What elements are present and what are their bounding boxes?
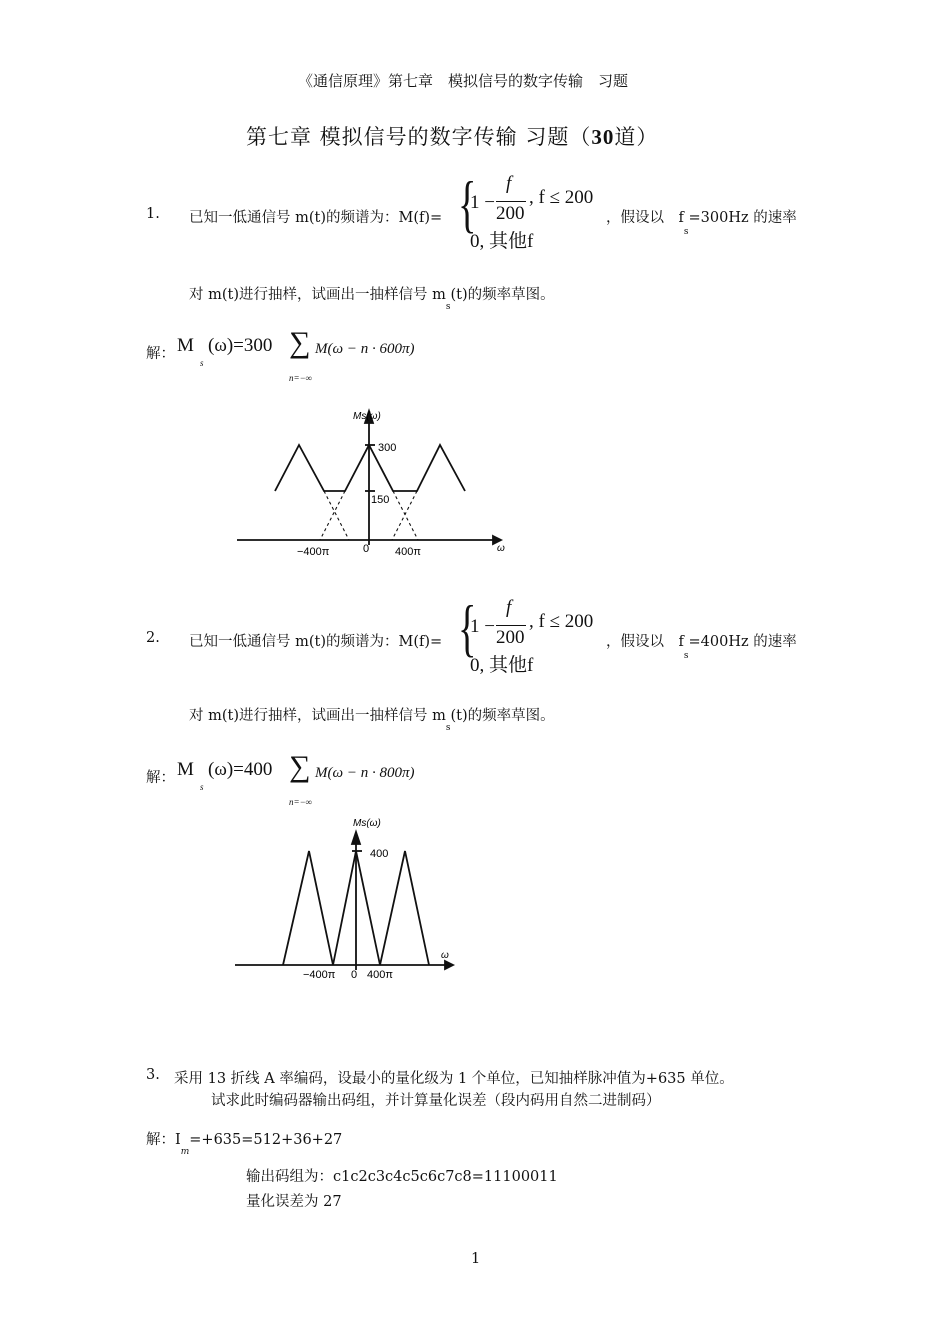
q1-solution-limit: n=−∞ <box>289 373 313 383</box>
q2-tail-sub: s <box>683 651 689 661</box>
q2-spectrum-graph <box>233 808 458 988</box>
q2-graph-peak: 400 <box>370 848 389 860</box>
q2-tick-neg: −400π <box>303 969 336 981</box>
q1-overlap-left-a <box>324 491 349 540</box>
title-main: 第七章 模拟信号的数字传输 习题（ <box>246 125 592 149</box>
q1-spectrum-graph <box>235 395 505 565</box>
q2-brace: { <box>458 592 477 663</box>
q3-line1: 采用 13 折线 A 率编码，设最小的量化级为 1 个单位，已知抽样脉冲值为+635 单位。 <box>174 1071 734 1087</box>
q1-line2-sub: s <box>445 302 451 312</box>
q2-tail-a: ，假设以 f <box>606 634 684 650</box>
q2-case1-pre: 1 − <box>470 616 495 637</box>
q1-line2-b: (t)的频率草图。 <box>450 287 555 303</box>
q2-tick-pos: 400π <box>367 969 393 981</box>
q2-line2-sub: s <box>445 723 451 733</box>
q2-line2-b: (t)的频率草图。 <box>450 708 555 724</box>
q2-tail <box>606 630 797 661</box>
q1-case1-cond: , f ≤ 200 <box>529 187 594 208</box>
q1-tick-pos: 400π <box>395 546 421 558</box>
q2-case1-cond: , f ≤ 200 <box>529 611 594 632</box>
q1-tail-a: ，假设以 f <box>606 210 684 226</box>
q3-solution-eq: =+635=512+36+27 <box>189 1132 343 1148</box>
q3-solution-label: 解：I <box>146 1132 181 1148</box>
q1-fraction-bar <box>496 201 526 202</box>
q1-tail-b: =300Hz 的速率 <box>688 210 797 226</box>
q2-number: 2. <box>146 630 160 646</box>
q2-solution-term: M(ω − n · 800π) <box>315 765 415 781</box>
q1-graph-mid: 150 <box>371 494 390 506</box>
page-header: 《通信原理》第七章 模拟信号的数字传输 习题 <box>298 72 629 90</box>
q3-output-code: 输出码组为：c1c2c3c4c5c6c7c8=11100011 <box>246 1169 558 1185</box>
q1-line2-a: 对 m(t)进行抽样，试画出一抽样信号 m <box>189 287 446 303</box>
q2-graph-ylabel: Ms(ω) <box>353 818 381 829</box>
q2-graph-xlabel: ω <box>441 950 449 961</box>
q1-brace: { <box>458 168 477 239</box>
q1-solution-sub: s <box>200 358 204 368</box>
q2-solution-label: 解： <box>146 770 175 786</box>
q3-quantization-error: 量化误差为 27 <box>246 1194 342 1210</box>
q2-solution-M: M <box>177 759 194 780</box>
q2-case1-den: 200 <box>496 627 525 648</box>
q3-solution <box>146 1128 343 1157</box>
q2-case1-num: f <box>506 597 512 618</box>
q1-number: 1. <box>146 206 160 222</box>
q1-lead: 已知一低通信号 m(t)的频谱为：M(f)= <box>189 210 443 226</box>
q2-x-arrow <box>445 961 453 969</box>
q2-tick-zero: 0 <box>351 969 358 981</box>
q3-solution-sub: m <box>180 1147 190 1157</box>
q1-overlap-left-b <box>320 491 345 540</box>
q2-solution-limit: n=−∞ <box>289 797 313 807</box>
q2-fraction-bar <box>496 625 526 626</box>
q2-tail-b: =400Hz 的速率 <box>688 634 797 650</box>
q1-solution-sigma: ∑ <box>289 326 311 359</box>
q1-tail <box>606 206 797 237</box>
q1-solution-eq: (ω)=300 <box>208 335 273 356</box>
q2-solution-sub: s <box>200 782 204 792</box>
q2-y-arrow <box>352 832 360 844</box>
q1-case2: 0, 其他f <box>470 231 534 252</box>
q2-lead: 已知一低通信号 m(t)的频谱为：M(f)= <box>189 634 443 650</box>
q1-graph-peak: 300 <box>378 442 397 454</box>
q1-graph-ylabel: Ms(ω) <box>353 411 381 422</box>
q1-line2 <box>189 283 555 312</box>
q1-overlap-right-b <box>392 491 417 540</box>
q1-solution-term: M(ω − n · 600π) <box>315 341 415 357</box>
title-suffix: 道） <box>614 125 659 149</box>
page-number: 1 <box>471 1251 481 1267</box>
title-count: 30 <box>591 125 615 149</box>
q2-solution-eq: (ω)=400 <box>208 759 273 780</box>
page-title <box>246 121 658 151</box>
q1-tick-zero: 0 <box>363 543 370 555</box>
q1-case1-pre: 1 − <box>470 192 495 213</box>
q1-overlap-right-a <box>393 491 418 540</box>
q2-line2-a: 对 m(t)进行抽样，试画出一抽样信号 m <box>189 708 446 724</box>
q1-solution-label: 解： <box>146 346 175 362</box>
q2-solution-sigma: ∑ <box>289 750 311 783</box>
q2-line2 <box>189 704 555 733</box>
q1-solution-M: M <box>177 335 194 356</box>
q1-tail-sub: s <box>683 227 689 237</box>
q1-graph-xlabel: ω <box>497 543 505 554</box>
q1-tick-neg: −400π <box>297 546 330 558</box>
q3-number: 3. <box>146 1067 160 1083</box>
q2-case2: 0, 其他f <box>470 655 534 676</box>
q1-case1-num: f <box>506 173 512 194</box>
q1-case1-den: 200 <box>496 203 525 224</box>
q3-line2: 试求此时编码器输出码组，并计算量化误差（段内码用自然二进制码） <box>211 1093 661 1109</box>
q1-spectrum-curve <box>275 445 465 491</box>
